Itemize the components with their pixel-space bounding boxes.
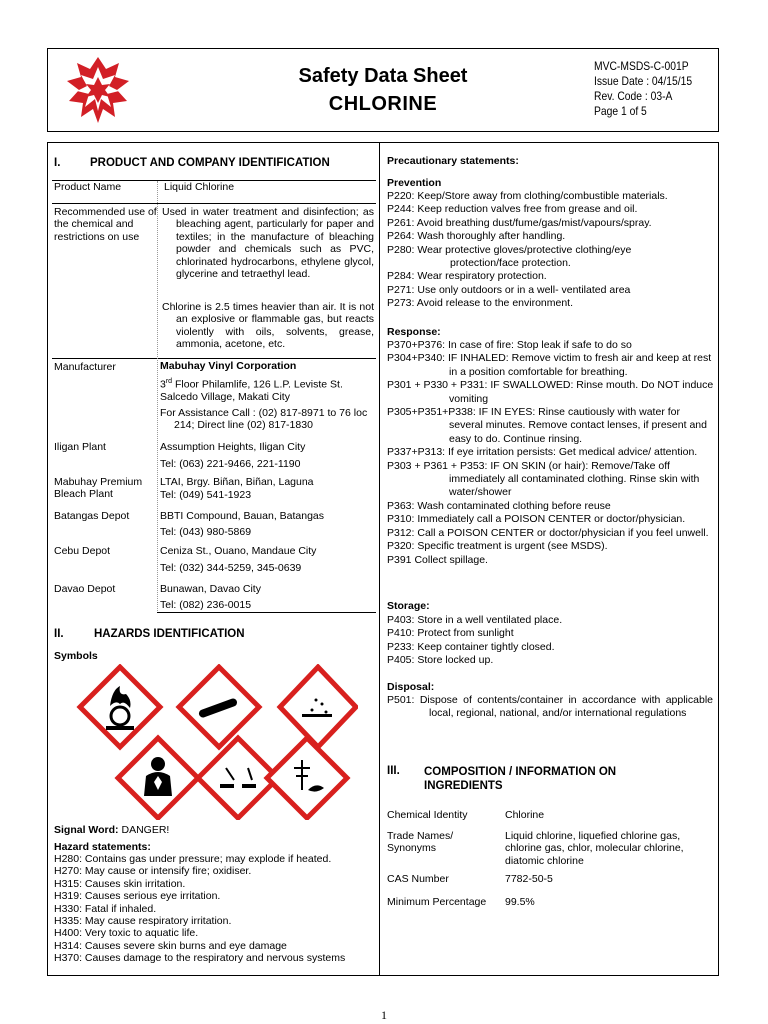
recommended-use-label: Recommended use of the chemical and restrictions on use [54, 206, 157, 243]
disposal-heading: Disposal: [387, 681, 435, 693]
symbols-label: Symbols [54, 650, 98, 662]
prevention-list [387, 190, 715, 311]
product-name-value: Liquid Chlorine [164, 181, 235, 193]
hazard-statement: H319: Causes serious eye irritation. [54, 890, 221, 903]
plant-tel: Tel: (043) 980-5869 [160, 526, 252, 538]
hazard-statement: H280: Contains gas under pressure; may explode if heated. [54, 853, 332, 865]
gas-cylinder-icon [179, 667, 259, 747]
toxic-skull-icon [280, 667, 356, 747]
divider [52, 358, 376, 359]
composition-label: CAS Number [387, 873, 449, 885]
document-meta [594, 59, 708, 119]
hazard-statement: H314: Causes severe skin burns and eye damage [54, 939, 287, 952]
section-3-number: III. [387, 765, 400, 777]
plant-label: Batangas Depot [54, 510, 130, 522]
environment-hazard-icon [267, 738, 347, 818]
plant-tel: Tel: (063) 221-9466, 221-1190 [160, 458, 301, 470]
product-name-label: Product Name [54, 181, 122, 193]
precaution-statement: P220: Keep/Store away from clothing/combustible materials. [387, 190, 668, 202]
precaution-statement: P303 + P361 + P353: IF ON SKIN (or hair): Remove/Take off immediately all contaminated clothing. Rinse skin with water/shower [387, 459, 700, 499]
precautionary-heading: Precautionary statements: [387, 155, 519, 167]
disposal-statement: P501: Dispose of contents/container in accordance with applicable local, regional, national, and/or international regulations [387, 694, 713, 720]
storage-list [387, 614, 715, 668]
document-subtitle: CHLORINE [328, 93, 438, 115]
hazard-statement: H315: Causes skin irritation. [54, 877, 186, 890]
hazard-statements-list [54, 853, 374, 965]
storage-heading: Storage: [387, 600, 430, 612]
precaution-statement: P261: Avoid breathing dust/fume/gas/mist/vapours/spray. [387, 216, 652, 229]
precaution-statement: P370+P376: In case of fire: Stop leak if safe to do so [387, 339, 632, 351]
precaution-statement: P405: Store locked up. [387, 654, 494, 667]
manufacturer-address-sup: rd [165, 378, 173, 385]
hazard-statement: H400: Very toxic to aquatic life. [54, 927, 199, 940]
rev-code: Rev. Code : 03-A [594, 89, 673, 103]
precaution-statement: P273: Avoid release to the environment. [387, 297, 574, 310]
precaution-statement: P310: Immediately call a POISON CENTER or doctor/physician. [387, 513, 686, 526]
precaution-statement: P363: Wash contaminated clothing before reuse [387, 499, 611, 512]
signal-word-label: Signal Word: [54, 824, 119, 836]
plant-label: Mabuhay Premium Bleach Plant [54, 476, 143, 501]
page-number: 1 [381, 1008, 387, 1022]
composition-value: 7782-50-5 [505, 873, 553, 885]
plant-tel: Tel: (049) 541-1923 [160, 489, 252, 501]
manufacturer-address-floor: 3 [160, 378, 166, 391]
hazard-statement: H370: Causes damage to the respiratory and nervous systems [54, 952, 346, 965]
manufacturer-address-text: Floor Philamlife, 126 L.P. Leviste St. Salcedo Village, Makati City [160, 378, 343, 403]
page-indicator: Page 1 of 5 [594, 104, 647, 118]
plant-address: Ceniza St., Ouano, Mandaue City [160, 545, 317, 557]
composition-value: Liquid chlorine, liquefied chlorine gas, chlorine gas, chlor, molecular chlorine, diatomic chlorine [505, 830, 684, 867]
plant-label: Cebu Depot [54, 545, 111, 557]
composition-label: Chemical Identity [387, 809, 468, 821]
section-1-heading: PRODUCT AND COMPANY IDENTIFICATION [90, 157, 330, 169]
plant-address: LTAI, Brgy. Biñan, Biñan, Laguna [160, 476, 314, 488]
manufacturer-assist: For Assistance Call : (02) 817-8971 to 76 loc 214; Direct line (02) 817-1830 [160, 407, 368, 432]
oxidizer-icon [80, 667, 160, 747]
composition-value: 99.5% [505, 896, 535, 908]
composition-label: Minimum Percentage [387, 896, 487, 908]
manufacturer-name: Mabuhay Vinyl Corporation [160, 360, 297, 372]
plant-label: Iligan Plant [54, 441, 106, 453]
manufacturer-address [160, 376, 374, 403]
signal-word [54, 824, 169, 836]
precaution-statement: P410: Protect from sunlight [387, 627, 514, 640]
precaution-statement: P244: Keep reduction valves free from grease and oil. [387, 203, 638, 216]
precaution-statement: P320: Specific treatment is urgent (see MSDS). [387, 540, 608, 553]
plant-address: BBTI Compound, Bauan, Batangas [160, 510, 325, 522]
precaution-statement: P312: Call a POISON CENTER or doctor/physician if you feel unwell. [387, 526, 709, 539]
hazard-statement: H270: May cause or intensify fire; oxidiser. [54, 865, 252, 878]
hazard-statement: H330: Fatal if inhaled. [54, 902, 157, 915]
divider [157, 612, 376, 613]
issue-date: Issue Date : 04/15/15 [594, 74, 693, 88]
precaution-statement: P304+P340: IF INHALED: Remove victim to fresh air and keep at rest in a position comfortable for breathing. [387, 352, 712, 378]
hazard-statements-heading: Hazard statements: [54, 841, 151, 853]
ghs-pictograms [76, 664, 358, 820]
composition-value: Chlorine [505, 809, 545, 821]
precaution-statement: P305+P351+P338: IF IN EYES: Rinse cautiously with water for several minutes. Remove contact lenses, if present and easy to do. Continue rinsing. [387, 406, 707, 445]
precaution-statement: P264: Wash thoroughly after handling. [387, 230, 566, 243]
divider [52, 203, 376, 204]
column-separator [379, 142, 380, 976]
plant-tel: Tel: (082) 236-0015 [160, 599, 252, 611]
precaution-statement: P337+P313: If eye irritation persists: Get medical advice/ attention. [387, 446, 698, 459]
prevention-heading: Prevention [387, 177, 442, 189]
precaution-statement: P280: Wear protective gloves/protective clothing/eye protection/face protection. [387, 243, 632, 270]
plant-tel: Tel: (032) 344-5259, 345-0639 [160, 562, 302, 574]
section-3-heading: COMPOSITION / INFORMATION ON INGREDIENTS [424, 766, 617, 792]
precaution-statement: P271: Use only outdoors or in a well- ventilated area [387, 283, 631, 296]
plant-label: Davao Depot [54, 583, 116, 595]
section-1-number: I. [54, 157, 61, 169]
document-header [47, 48, 719, 132]
precaution-statement: P391 Collect spillage. [387, 553, 488, 566]
document-title: Safety Data Sheet [298, 65, 468, 87]
composition-label: Trade Names/ Synonyms [387, 830, 454, 855]
precaution-statement: P284: Wear respiratory protection. [387, 270, 547, 283]
manufacturer-label: Manufacturer [54, 361, 116, 373]
response-list [387, 339, 715, 567]
response-heading: Response: [387, 326, 441, 338]
plant-address: Bunawan, Davao City [160, 583, 261, 595]
precaution-statement: P233: Keep container tightly closed. [387, 640, 555, 653]
section-2-number: II. [54, 628, 64, 640]
hazard-statement: H335: May cause respiratory irritation. [54, 915, 232, 928]
recommended-use-text-2: Chlorine is 2.5 times heavier than air. It is not an explosive or flammable gas, but reacts violently with oils, solvents, grease, ammonia, acetone, etc. [162, 301, 374, 351]
plant-address: Assumption Heights, Iligan City [160, 441, 306, 453]
precaution-statement: P403: Store in a well ventilated place. [387, 614, 563, 626]
precaution-statement: P301 + P330 + P331: IF SWALLOWED: Rinse mouth. Do NOT induce vomiting [387, 379, 714, 405]
health-hazard-icon [118, 738, 198, 818]
section-2-heading: HAZARDS IDENTIFICATION [94, 628, 245, 640]
doc-code: MVC-MSDS-C-001P [594, 59, 689, 73]
signal-word-value: DANGER! [121, 824, 170, 836]
recommended-use-text-1: Used in water treatment and disinfection; as bleaching agent, particularly for paper and textiles; in the manufacture of bleaching powder and chemicals such as PVC, chlorinated hydrocarbons, ethylene glycol, glycerine and tetraethyl lead. [162, 206, 374, 281]
